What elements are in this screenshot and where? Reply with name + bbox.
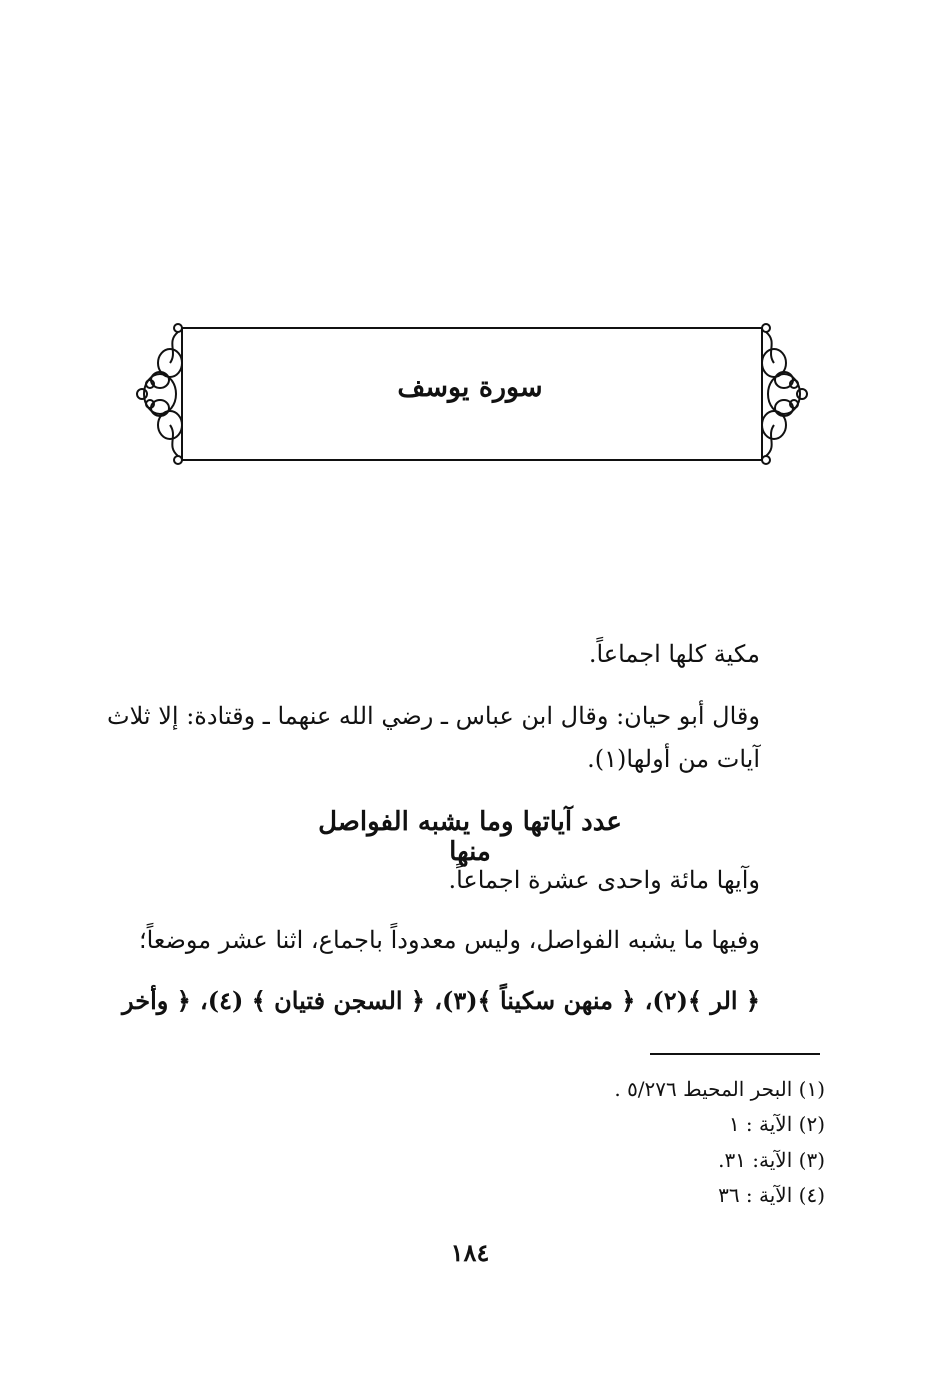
footnote-2: (٢) الآية : ١: [728, 1112, 825, 1136]
footnote-3: (٣) الآية: ٣١.: [718, 1148, 825, 1172]
page-number: ١٨٤: [450, 1238, 490, 1267]
quran-phrases-line: [122, 986, 760, 1015]
paragraph-makkiyya: مكية كلها اجماعاً.: [588, 640, 760, 668]
left-knot-ornament: [137, 324, 182, 464]
surah-title: سورة يوسف: [397, 372, 543, 403]
line-text: وقال أبو حيان: وقال ابن عباس ـ رضي الله عنهما ـ وقتادة: إلا ثلاث: [107, 702, 760, 730]
paragraph-abu-hayyan-line2: آيات من أولها(١).: [587, 745, 760, 773]
right-knot-ornament: [762, 324, 807, 464]
paragraph-verse-count: وآيها مائة واحدى عشرة اجماعاً.: [448, 866, 760, 894]
quran-phrase-2: ﴿ منهن سكيناً ﴾(٣)،: [434, 986, 636, 1015]
footnote-separator: [650, 1053, 820, 1055]
footnote-4: (٤) الآية : ٣٦: [718, 1183, 825, 1207]
paragraph-abu-hayyan-line1: [107, 702, 760, 730]
quran-phrase-3: ﴿ السجن فتيان ﴾ (٤)،: [200, 986, 425, 1015]
quran-phrase-1: ﴿ الر ﴾(٢)،: [644, 986, 760, 1015]
section-heading: عدد آياتها وما يشبه الفواصل منها: [318, 807, 622, 867]
quran-phrase-4: ﴿ وأخر: [122, 986, 191, 1015]
footnote-1: (١) البحر المحيط ٥/٢٧٦ .: [614, 1077, 825, 1101]
paragraph-fawasil: وفيها ما يشبه الفواصل، وليس معدوداً باجماع، اثنا عشر موضعاً؛: [138, 926, 760, 954]
